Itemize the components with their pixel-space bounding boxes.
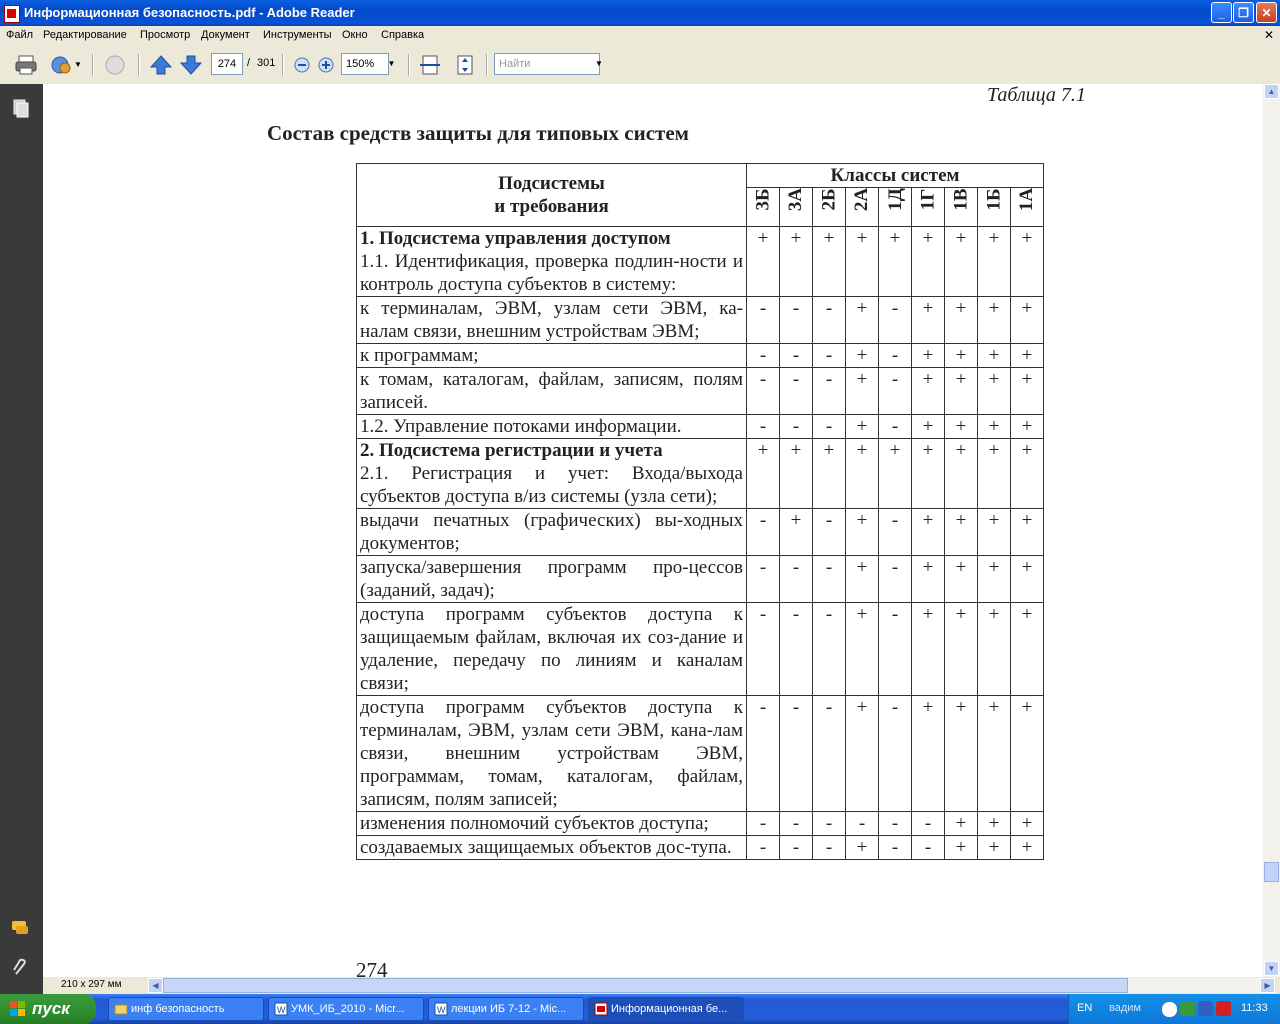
class-value-cell: + xyxy=(912,368,945,415)
class-value-cell: - xyxy=(780,297,813,344)
minimize-button[interactable]: _ xyxy=(1211,2,1232,23)
class-value-cell: - xyxy=(813,812,846,836)
next-page-icon[interactable] xyxy=(179,53,203,77)
svg-text:W: W xyxy=(277,1005,286,1015)
class-header xyxy=(846,188,879,227)
class-value-cell: - xyxy=(879,812,912,836)
class-value-cell: + xyxy=(1011,509,1044,556)
class-value-cell: + xyxy=(1011,297,1044,344)
class-value-cell: + xyxy=(780,227,813,297)
class-value-cell: + xyxy=(912,344,945,368)
table-row xyxy=(357,344,1044,368)
task-label: инф безопасность xyxy=(131,1003,225,1015)
class-value-cell: + xyxy=(978,297,1011,344)
zoom-dropdown-icon[interactable]: ▼ xyxy=(387,59,396,68)
table-row xyxy=(357,556,1044,603)
class-label: 3А xyxy=(785,187,807,212)
class-value-cell: + xyxy=(1011,439,1044,509)
class-value-cell: + xyxy=(978,603,1011,696)
requirement-text: запуска/завершения программ про-цессов (заданий, задач); xyxy=(360,557,743,601)
class-value-cell: + xyxy=(978,812,1011,836)
table-row xyxy=(357,439,1044,509)
clock: 11:33 xyxy=(1241,1002,1268,1014)
class-value-cell: + xyxy=(945,368,978,415)
page-separator: / xyxy=(247,57,251,69)
task-label: УМК_ИБ_2010 - Micr... xyxy=(291,1003,405,1015)
page-total: 301 xyxy=(257,57,276,69)
document-view[interactable] xyxy=(43,84,1263,977)
class-value-cell: + xyxy=(978,415,1011,439)
class-value-cell: + xyxy=(813,227,846,297)
horizontal-scrollbar[interactable] xyxy=(148,978,1275,993)
security-table xyxy=(356,163,1044,860)
class-value-cell: + xyxy=(912,696,945,812)
class-value-cell: + xyxy=(945,696,978,812)
requirement-text: доступа программ субъектов доступа к защищаемым файлам, включая их соз-дание и удаление, передачу по линиям и каналам связи; xyxy=(360,604,743,694)
tray-device-icon[interactable] xyxy=(1198,1001,1213,1016)
header-subsystems-line2: и требования xyxy=(494,196,609,217)
folder-icon xyxy=(114,1002,128,1016)
requirement-cell xyxy=(357,603,747,696)
class-header xyxy=(912,188,945,227)
adobe-reader-icon xyxy=(4,5,20,23)
class-value-cell: + xyxy=(945,556,978,603)
menu-edit[interactable]: Редактирование xyxy=(43,29,127,41)
class-label: 1Б xyxy=(983,188,1005,211)
requirement-text: к томам, каталогам, файлам, записям, полям записей. xyxy=(360,369,743,413)
word-icon xyxy=(274,1002,288,1016)
requirement-cell xyxy=(357,509,747,556)
class-label: 1Г xyxy=(917,188,939,211)
class-value-cell: + xyxy=(945,509,978,556)
class-value-cell: - xyxy=(813,509,846,556)
comments-icon[interactable] xyxy=(10,918,30,938)
class-value-cell: + xyxy=(912,439,945,509)
toolbar-separator xyxy=(282,54,284,76)
subsystem-heading: 2. Подсистема регистрации и учета xyxy=(360,440,663,461)
class-value-cell: + xyxy=(945,603,978,696)
class-value-cell: - xyxy=(813,696,846,812)
table-row xyxy=(357,603,1044,696)
menu-window[interactable]: Окно xyxy=(342,29,368,41)
class-value-cell: + xyxy=(945,227,978,297)
requirement-text: выдачи печатных (графических) вы-ходных документов; xyxy=(360,510,743,554)
class-value-cell: + xyxy=(879,439,912,509)
class-header xyxy=(978,188,1011,227)
class-value-cell: + xyxy=(912,509,945,556)
class-value-cell: - xyxy=(813,603,846,696)
class-value-cell: - xyxy=(780,603,813,696)
class-value-cell: + xyxy=(846,344,879,368)
tray-arrow-icon[interactable] xyxy=(1161,1001,1178,1018)
tray-user: вадим xyxy=(1109,1002,1141,1014)
status-bar xyxy=(43,977,1280,994)
maximize-button[interactable]: ❐ xyxy=(1233,2,1254,23)
class-value-cell: + xyxy=(846,297,879,344)
class-label: 3Б xyxy=(752,188,774,211)
class-value-cell: + xyxy=(846,836,879,860)
class-value-cell: + xyxy=(978,696,1011,812)
requirement-text: изменения полномочий субъектов доступа; xyxy=(360,813,709,834)
tray-network-icon[interactable] xyxy=(1180,1001,1195,1016)
class-value-cell: - xyxy=(747,696,780,812)
class-value-cell: - xyxy=(813,556,846,603)
class-value-cell: + xyxy=(912,227,945,297)
table-number: Таблица 7.1 xyxy=(987,84,1086,106)
vertical-scrollbar[interactable] xyxy=(1263,84,1280,977)
window-title: Информационная безопасность.pdf - Adobe Reader xyxy=(24,5,355,20)
requirement-cell xyxy=(357,368,747,415)
class-value-cell: + xyxy=(846,696,879,812)
class-value-cell: - xyxy=(747,368,780,415)
task-folder[interactable] xyxy=(108,997,264,1021)
class-value-cell: + xyxy=(846,439,879,509)
class-value-cell: - xyxy=(747,415,780,439)
class-value-cell: - xyxy=(780,344,813,368)
class-value-cell: - xyxy=(747,509,780,556)
table-row xyxy=(357,509,1044,556)
class-value-cell: + xyxy=(780,439,813,509)
requirement-text: к программам; xyxy=(360,345,479,366)
class-value-cell: - xyxy=(879,836,912,860)
class-value-cell: - xyxy=(747,344,780,368)
subsystem-heading: 1. Подсистема управления доступом xyxy=(360,228,671,249)
horizontal-scroll-thumb[interactable] xyxy=(163,978,1128,993)
class-value-cell: + xyxy=(1011,556,1044,603)
requirement-text: создаваемых защищаемых объектов дос-тупа. xyxy=(360,837,732,858)
menu-tools[interactable]: Инструменты xyxy=(263,29,332,41)
class-value-cell: - xyxy=(747,556,780,603)
class-header xyxy=(813,188,846,227)
class-value-cell: - xyxy=(879,415,912,439)
fit-page-icon[interactable] xyxy=(453,53,477,77)
page-footer-number: 274 xyxy=(356,958,388,977)
class-value-cell: + xyxy=(912,297,945,344)
language-indicator[interactable]: EN xyxy=(1077,1002,1093,1014)
class-value-cell: + xyxy=(945,439,978,509)
class-value-cell: + xyxy=(978,227,1011,297)
class-value-cell: - xyxy=(780,812,813,836)
table-row xyxy=(357,696,1044,812)
class-value-cell: + xyxy=(978,836,1011,860)
class-value-cell: - xyxy=(780,696,813,812)
fit-width-icon[interactable] xyxy=(418,53,442,77)
class-header xyxy=(945,188,978,227)
class-value-cell: + xyxy=(1011,812,1044,836)
scroll-down-icon[interactable]: ▼ xyxy=(1264,961,1279,976)
class-value-cell: + xyxy=(846,556,879,603)
start-label: пуск xyxy=(32,999,70,1018)
task-word-lectures[interactable] xyxy=(428,997,584,1021)
print-icon[interactable] xyxy=(14,53,38,77)
class-value-cell: - xyxy=(813,297,846,344)
class-label: 1В xyxy=(950,188,972,211)
class-value-cell: + xyxy=(912,556,945,603)
class-value-cell: + xyxy=(1011,836,1044,860)
windows-logo-icon xyxy=(10,1001,26,1017)
class-value-cell: + xyxy=(912,415,945,439)
page-size: 210 x 297 мм xyxy=(61,979,122,990)
class-value-cell: - xyxy=(846,812,879,836)
zoom-out-icon[interactable] xyxy=(290,53,314,77)
requirement-cell xyxy=(357,344,747,368)
class-value-cell: + xyxy=(945,297,978,344)
toolbar xyxy=(0,45,1280,85)
toolbar-separator xyxy=(92,54,94,76)
class-value-cell: - xyxy=(813,836,846,860)
task-word-umk[interactable] xyxy=(268,997,424,1021)
class-value-cell: - xyxy=(780,836,813,860)
menu-document[interactable]: Документ xyxy=(201,29,250,41)
navigation-panel xyxy=(0,84,43,994)
scroll-left-icon[interactable]: ◀ xyxy=(148,978,163,993)
class-value-cell: + xyxy=(945,415,978,439)
search-dropdown-icon[interactable]: ▼ xyxy=(595,59,603,68)
scroll-right-icon[interactable]: ▶ xyxy=(1260,978,1275,993)
class-value-cell: + xyxy=(846,368,879,415)
hand-icon[interactable] xyxy=(103,53,127,77)
scroll-up-icon[interactable]: ▲ xyxy=(1264,84,1279,99)
class-value-cell: - xyxy=(813,368,846,415)
pdf-icon xyxy=(594,1002,608,1016)
class-value-cell: - xyxy=(912,812,945,836)
tray-antivirus-icon[interactable] xyxy=(1216,1001,1231,1016)
menu-bar xyxy=(0,26,1280,45)
class-value-cell: + xyxy=(846,227,879,297)
requirement-cell xyxy=(357,812,747,836)
menu-file[interactable]: Файл xyxy=(6,29,34,41)
requirement-text: доступа программ субъектов доступа к терминалам, ЭВМ, узлам сети ЭВМ, кана-лам связи, внешним устройствам ЭВМ, программам, томам, каталогам, файлам, записям, полям записей; xyxy=(360,697,743,810)
header-subsystems xyxy=(357,164,747,227)
page-number-input[interactable]: 274 xyxy=(211,53,243,75)
share-dropdown-icon[interactable]: ▼ xyxy=(74,60,82,69)
requirement-text: 2.1. Регистрация и учет: Входа/выхода субъектов доступа в/из системы (узла сети); xyxy=(360,463,743,507)
class-value-cell: + xyxy=(780,509,813,556)
requirement-text: 1.1. Идентификация, проверка подлин-ности и контроль доступа субъектов в систему: xyxy=(360,251,743,295)
class-header xyxy=(747,188,780,227)
class-value-cell: - xyxy=(813,344,846,368)
class-value-cell: + xyxy=(1011,344,1044,368)
table-row xyxy=(357,297,1044,344)
system-tray xyxy=(1068,994,1280,1024)
requirement-text: к терминалам, ЭВМ, узлам сети ЭВМ, ка-налам связи, внешним устройствам ЭВМ; xyxy=(360,298,743,342)
table-row xyxy=(357,368,1044,415)
class-header xyxy=(1011,188,1044,227)
class-value-cell: - xyxy=(780,415,813,439)
class-value-cell: - xyxy=(747,297,780,344)
taskbar xyxy=(0,994,1280,1024)
task-label: Информационная бе... xyxy=(611,1003,728,1015)
requirement-cell xyxy=(357,297,747,344)
class-label: 2Б xyxy=(818,188,840,211)
svg-text:W: W xyxy=(437,1005,446,1015)
class-value-cell: + xyxy=(747,439,780,509)
zoom-in-icon[interactable] xyxy=(314,53,338,77)
class-value-cell: - xyxy=(879,344,912,368)
zoom-input[interactable]: 150% xyxy=(341,53,389,75)
class-label: 1А xyxy=(1016,187,1038,212)
class-value-cell: + xyxy=(879,227,912,297)
title-bar xyxy=(0,0,1280,26)
attachments-icon[interactable] xyxy=(10,958,30,978)
task-adobe-reader[interactable] xyxy=(588,997,744,1021)
requirement-cell xyxy=(357,415,747,439)
share-icon[interactable] xyxy=(50,53,74,77)
class-value-cell: - xyxy=(780,368,813,415)
pages-icon[interactable] xyxy=(10,98,30,118)
class-header xyxy=(780,188,813,227)
class-value-cell: - xyxy=(780,556,813,603)
requirement-cell xyxy=(357,836,747,860)
menu-help[interactable]: Справка xyxy=(381,29,425,41)
table-title: Состав средств защиты для типовых систем xyxy=(267,121,689,145)
class-value-cell: + xyxy=(846,509,879,556)
class-value-cell: - xyxy=(813,415,846,439)
toolbar-separator xyxy=(486,54,488,76)
class-value-cell: + xyxy=(1011,227,1044,297)
class-value-cell: - xyxy=(879,556,912,603)
class-value-cell: + xyxy=(1011,603,1044,696)
class-value-cell: + xyxy=(813,439,846,509)
search-input[interactable]: Найти xyxy=(494,53,600,75)
class-value-cell: + xyxy=(945,812,978,836)
class-value-cell: + xyxy=(978,439,1011,509)
class-value-cell: + xyxy=(978,556,1011,603)
class-value-cell: + xyxy=(912,603,945,696)
class-value-cell: + xyxy=(747,227,780,297)
class-value-cell: + xyxy=(1011,415,1044,439)
toolbar-separator xyxy=(138,54,140,76)
class-value-cell: + xyxy=(1011,368,1044,415)
header-classes: Классы систем xyxy=(747,164,1044,188)
class-value-cell: - xyxy=(747,836,780,860)
close-button[interactable]: ✕ xyxy=(1256,2,1277,23)
class-value-cell: + xyxy=(978,344,1011,368)
class-value-cell: + xyxy=(846,603,879,696)
task-label: лекции ИБ 7-12 - Mic... xyxy=(451,1003,567,1015)
menu-view[interactable]: Просмотр xyxy=(140,29,191,41)
table-row xyxy=(357,812,1044,836)
previous-page-icon[interactable] xyxy=(149,53,173,77)
header-subsystems-line1: Подсистемы xyxy=(498,173,605,194)
class-label: 2А xyxy=(851,187,873,212)
class-label: 1Д xyxy=(884,188,906,211)
table-row xyxy=(357,836,1044,860)
class-value-cell: + xyxy=(1011,696,1044,812)
toolbar-separator xyxy=(408,54,410,76)
close-document-icon[interactable]: ✕ xyxy=(1263,28,1274,42)
class-value-cell: - xyxy=(879,368,912,415)
class-value-cell: + xyxy=(978,368,1011,415)
word-icon xyxy=(434,1002,448,1016)
class-value-cell: - xyxy=(879,603,912,696)
class-header xyxy=(879,188,912,227)
requirement-cell xyxy=(357,439,747,509)
class-value-cell: + xyxy=(945,344,978,368)
class-value-cell: + xyxy=(945,836,978,860)
requirement-cell xyxy=(357,556,747,603)
table-row xyxy=(357,415,1044,439)
class-value-cell: - xyxy=(879,509,912,556)
table-row xyxy=(357,227,1044,297)
class-value-cell: + xyxy=(846,415,879,439)
requirement-text: 1.2. Управление потоками информации. xyxy=(360,416,682,437)
class-value-cell: - xyxy=(879,297,912,344)
class-value-cell: + xyxy=(978,509,1011,556)
class-value-cell: - xyxy=(747,812,780,836)
class-value-cell: - xyxy=(912,836,945,860)
requirement-cell xyxy=(357,696,747,812)
class-value-cell: - xyxy=(879,696,912,812)
class-value-cell: - xyxy=(747,603,780,696)
start-button[interactable] xyxy=(0,994,96,1024)
vertical-scroll-thumb[interactable] xyxy=(1264,862,1279,882)
requirement-cell xyxy=(357,227,747,297)
